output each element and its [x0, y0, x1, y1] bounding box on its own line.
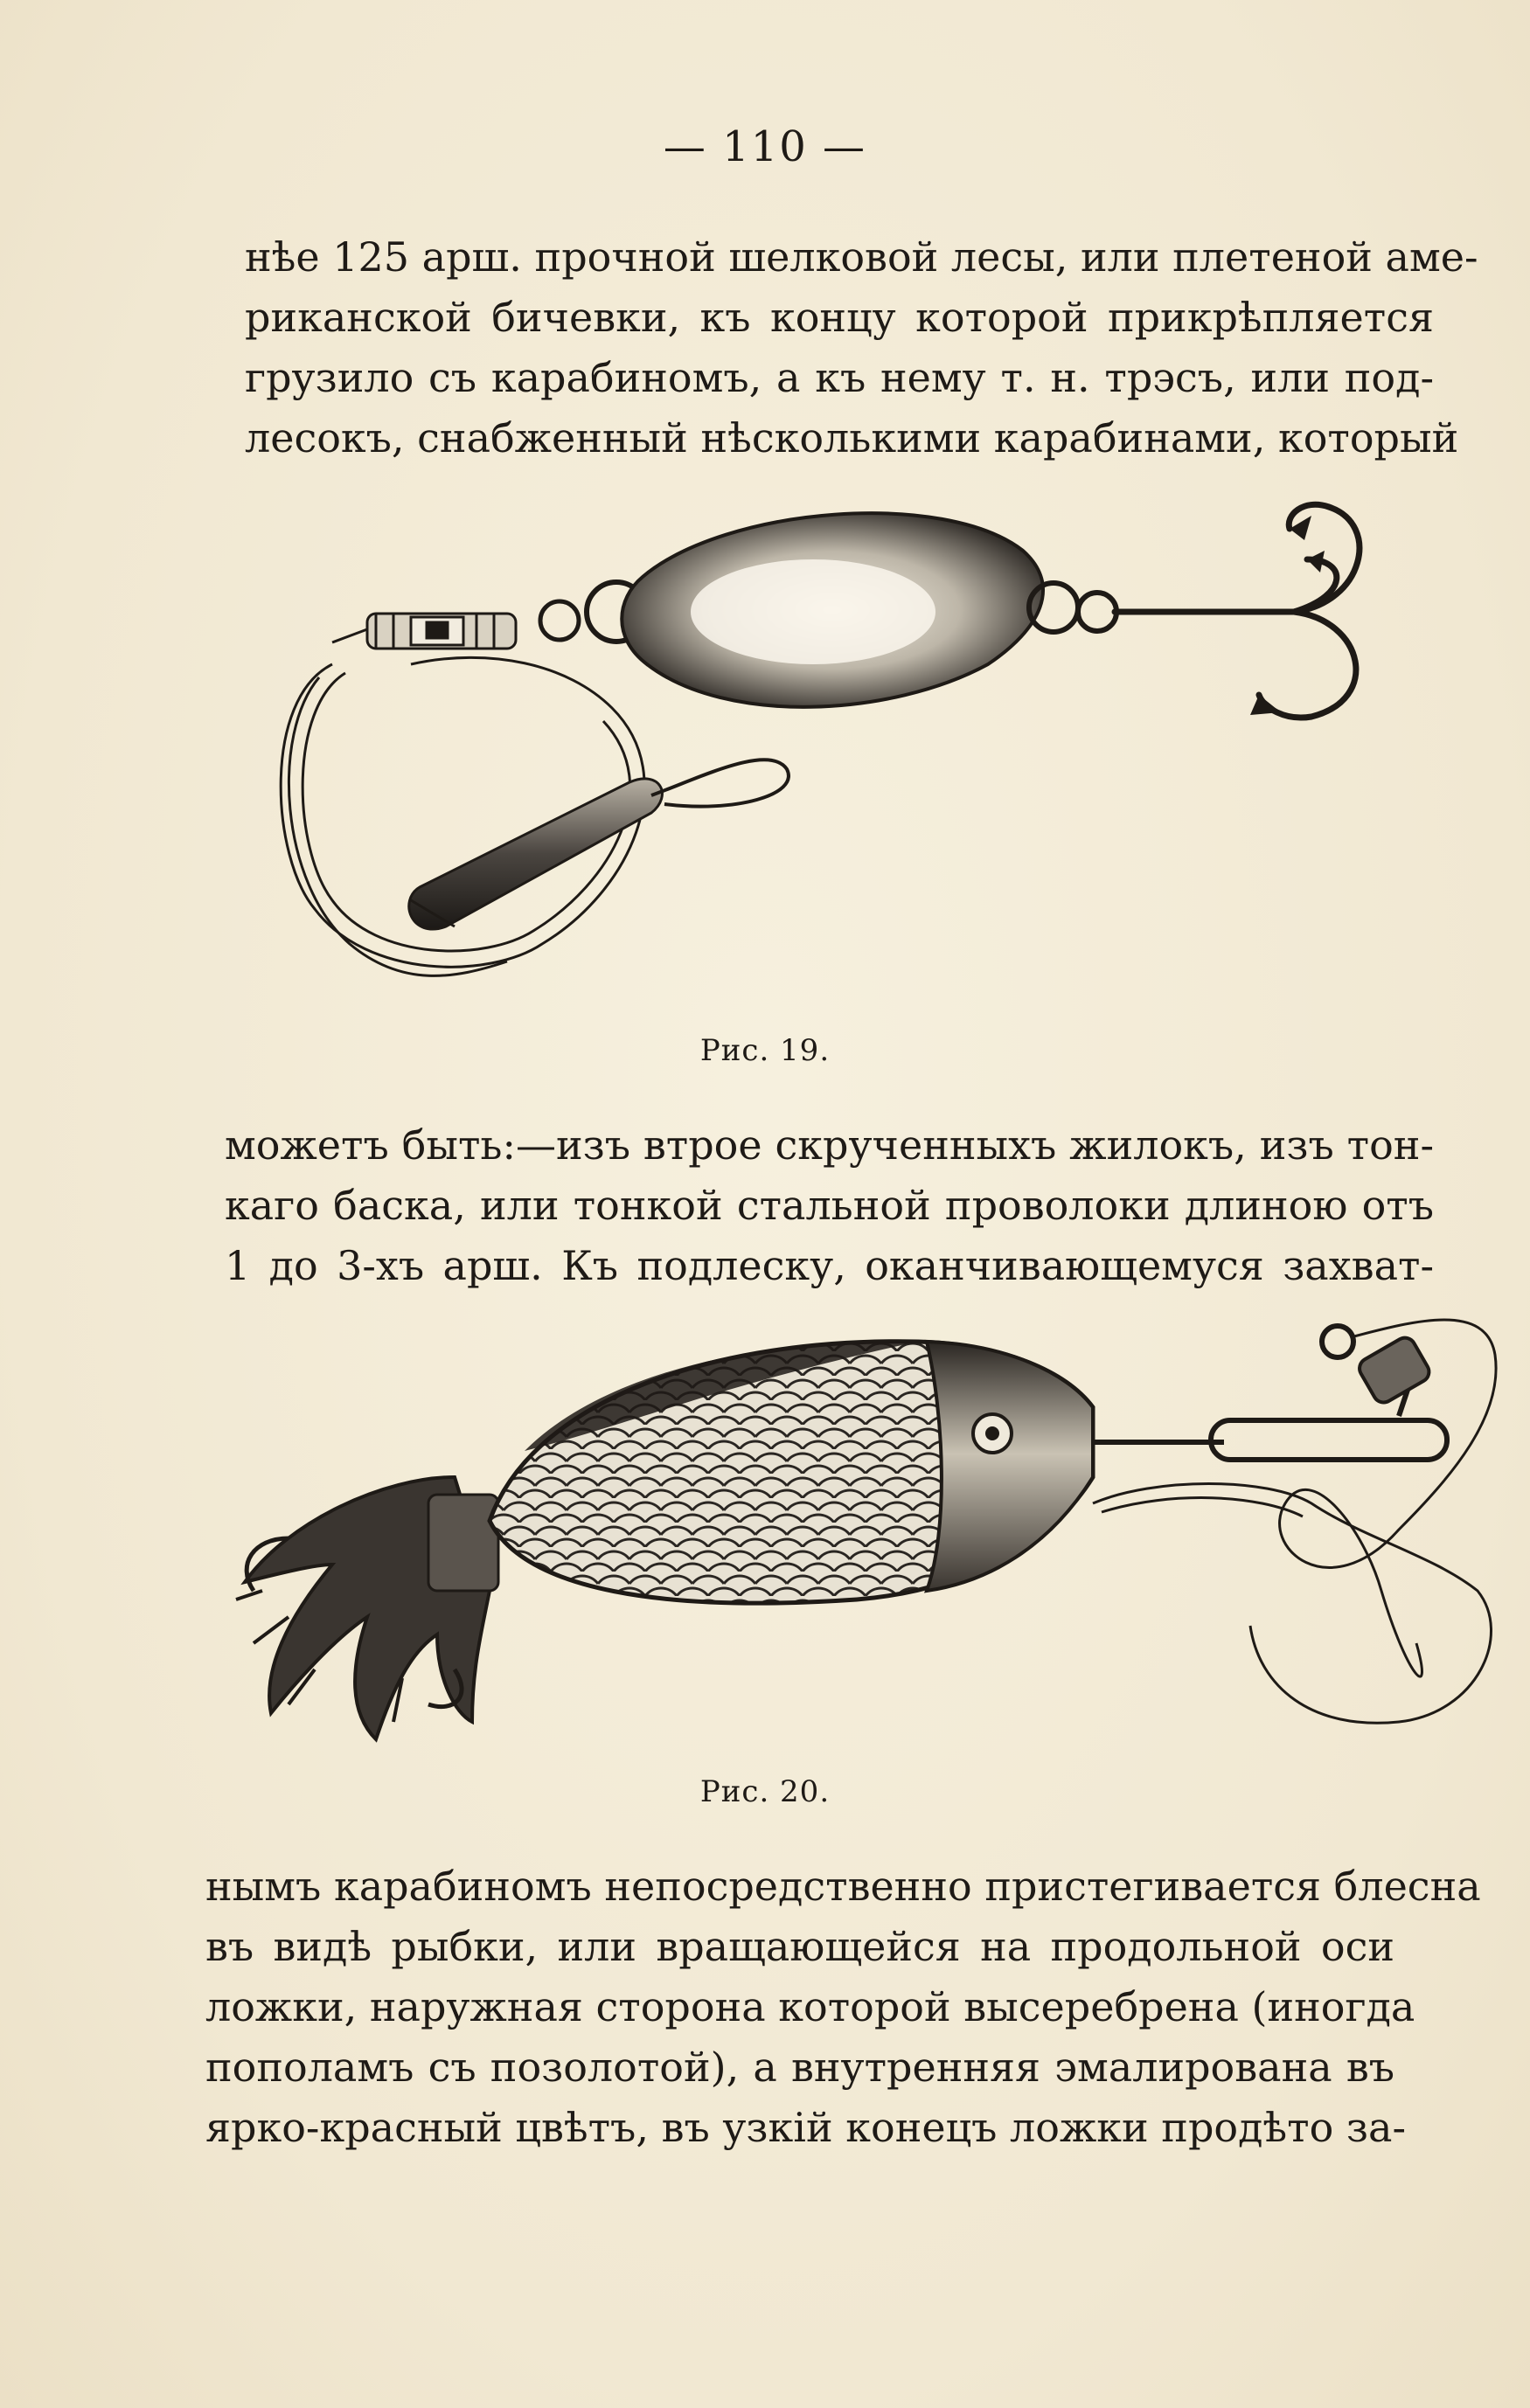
- figure-20-caption: Рис. 20.: [699, 1774, 831, 1809]
- text-line: ярко-красный цвѣтъ, въ узкій конецъ ложки продѣто за-: [205, 2104, 1406, 2151]
- paragraph-1: [245, 227, 1478, 468]
- page-number: — 110 —: [663, 122, 867, 171]
- text-line: пополамъ съ позолотой), а внутренняя эмалирована въ: [205, 2044, 1394, 2091]
- text-line: риканской бичевки, къ концу которой прикрѣпляется: [245, 294, 1434, 341]
- text-line: нѣе 125 арш. прочной шелковой лесы, или плетеной аме-: [245, 233, 1478, 281]
- text-line: можетъ быть:—изъ втрое скрученныхъ жилокъ, изъ тон-: [225, 1121, 1434, 1169]
- text-line: каго баска, или тонкой стальной проволоки длиною отъ: [225, 1182, 1434, 1229]
- paragraph-3: [205, 1856, 1481, 2158]
- text-line: въ видѣ рыбки, или вращающейся на продольной оси: [205, 1923, 1394, 1970]
- text-line: ложки, наружная сторона которой высеребрена (иногда: [205, 1983, 1415, 2030]
- figure-20-fish-lure-illustration: [0, 1302, 1530, 1774]
- text-line: 1 до 3-хъ арш. Къ подлеску, оканчивающемуся захват-: [225, 1242, 1434, 1289]
- text-line: нымъ карабиномъ непосредственно пристегивается блесна: [205, 1863, 1481, 1910]
- text-line: грузило съ карабиномъ, а къ нему т. н. трэсъ, или под-: [245, 354, 1434, 401]
- text-line: лесокъ, снабженный нѣсколькими карабинами, который: [245, 414, 1459, 461]
- paragraph-2: [225, 1115, 1434, 1296]
- figure-19-spoon-lure-illustration: [0, 489, 1530, 1014]
- figure-19-caption: Рис. 19.: [699, 1033, 831, 1068]
